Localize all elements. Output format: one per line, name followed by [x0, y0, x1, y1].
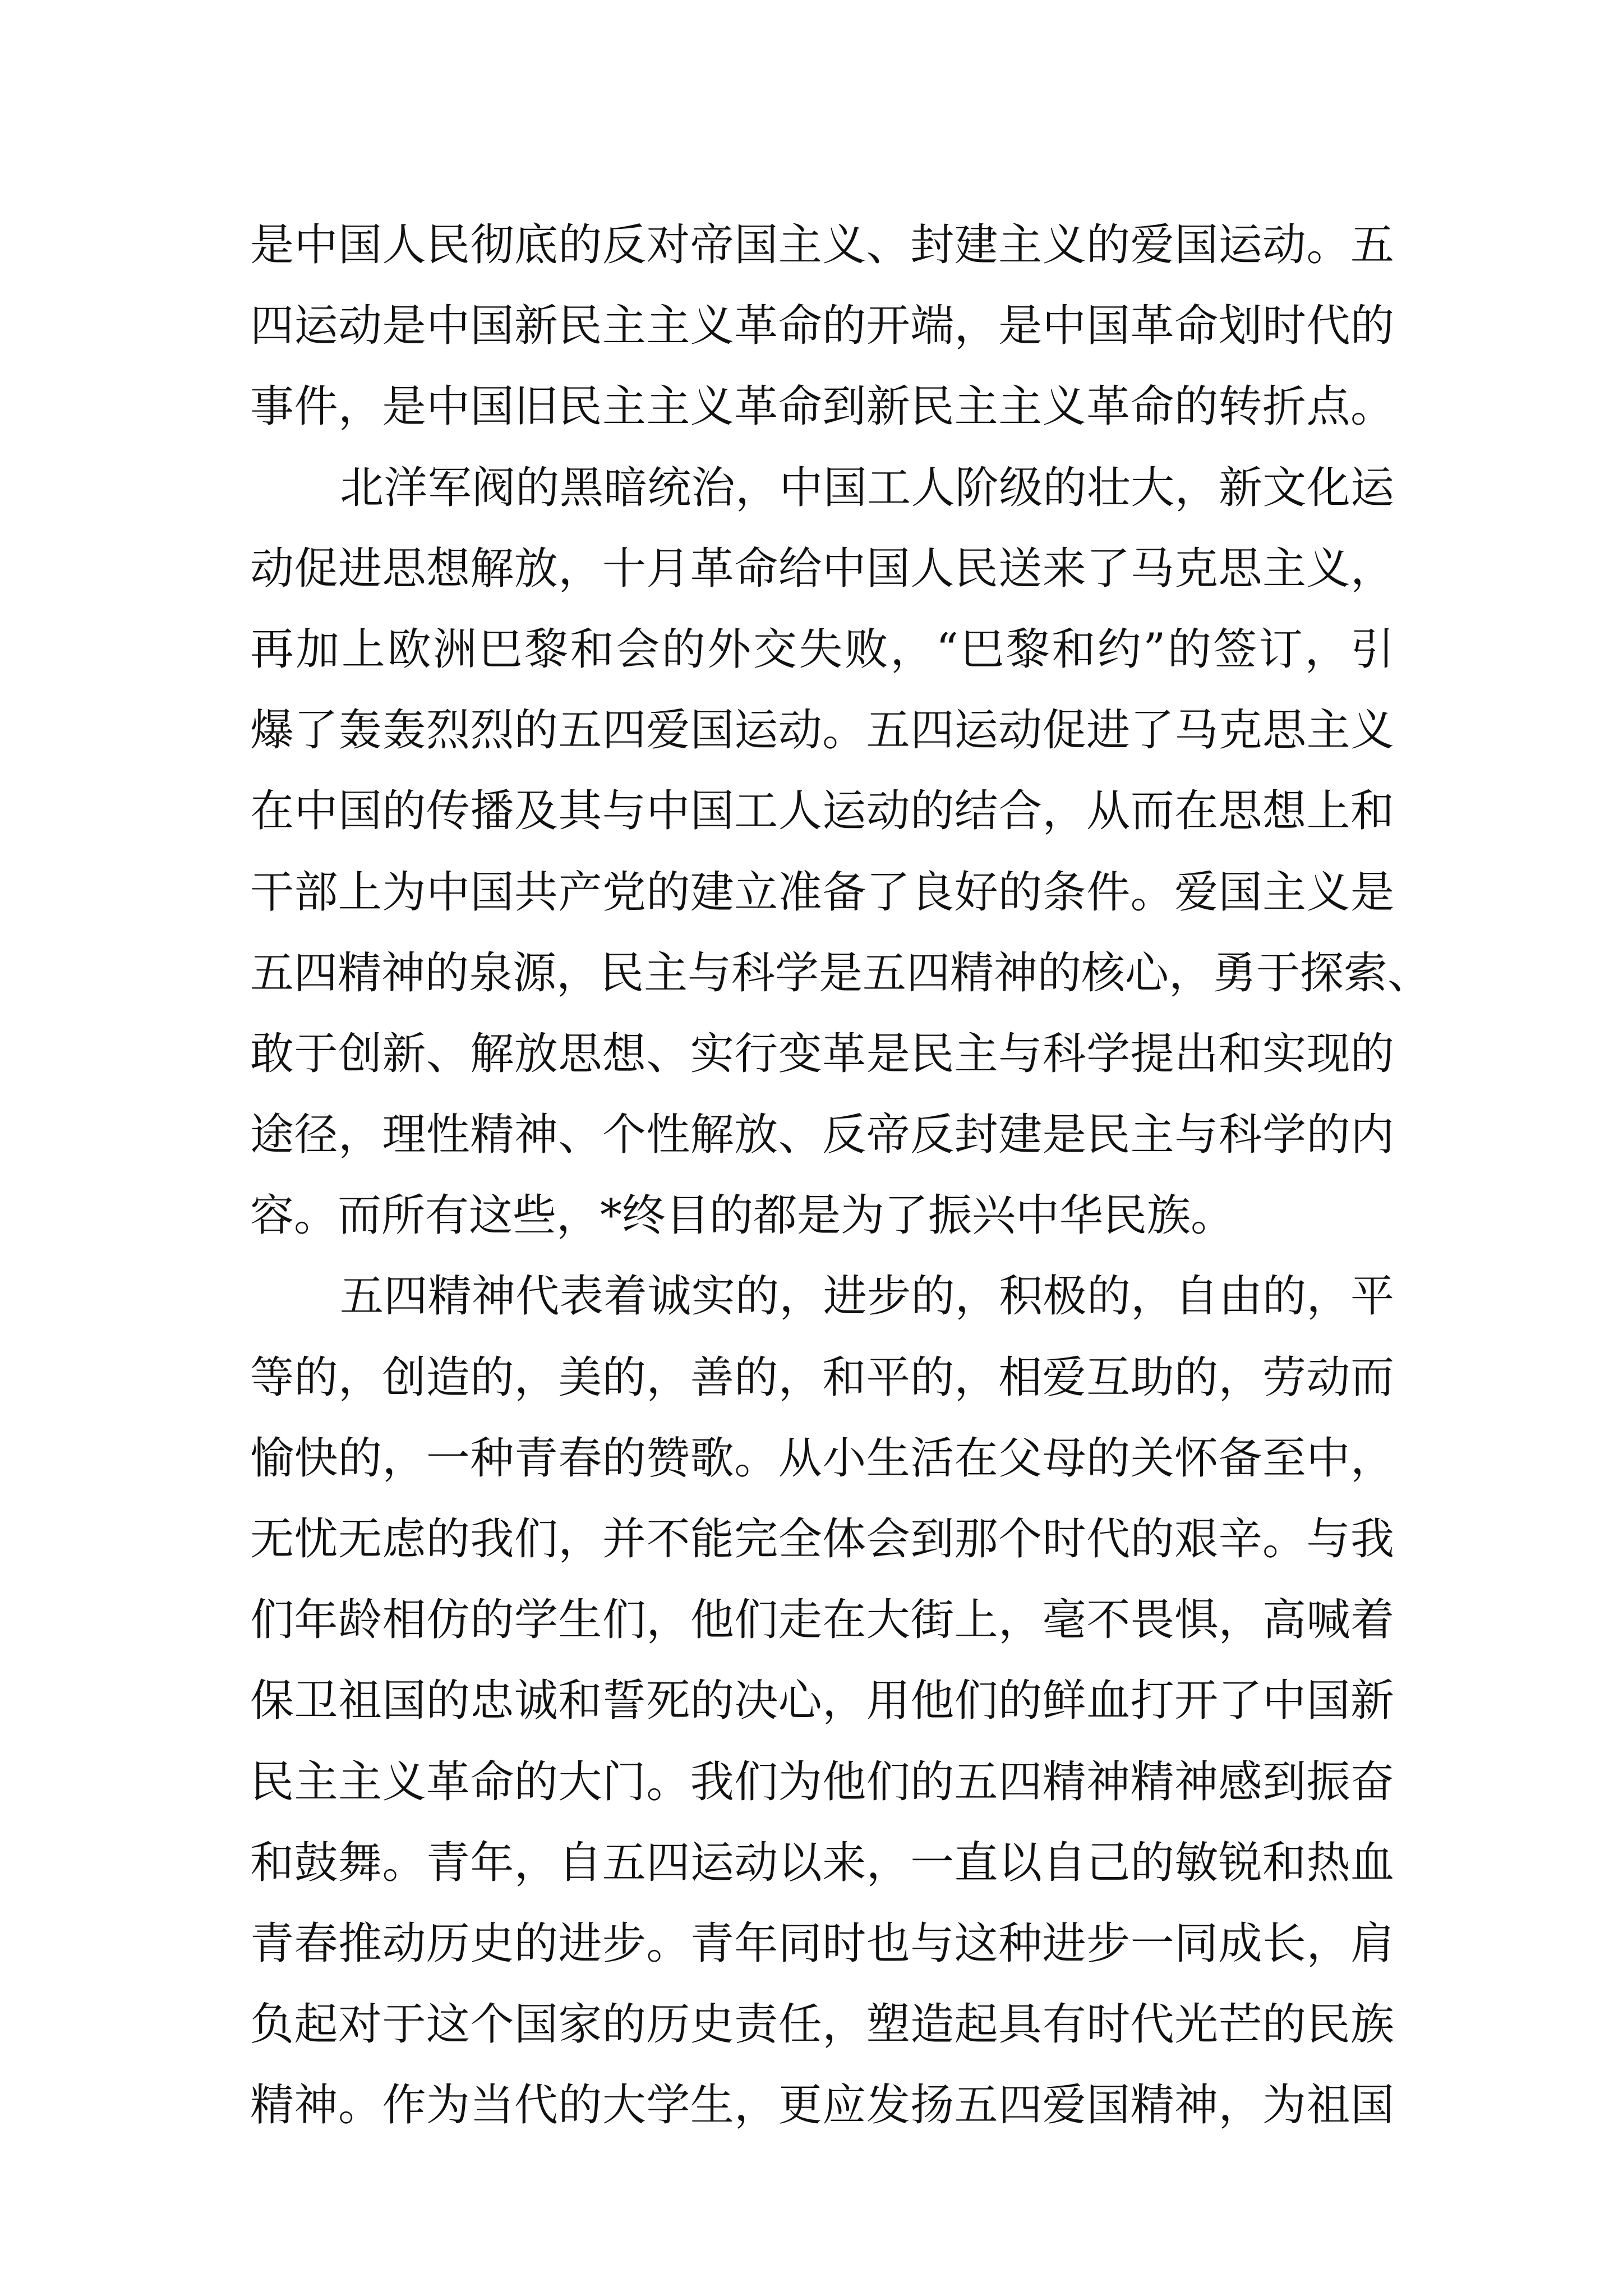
text-line: 和鼓舞。青年，自五四运动以来，一直以自己的敏锐和热血: [250, 1837, 1394, 1888]
text-line: 四运动是中国新民主主义革命的开端，是中国革命划时代的: [250, 301, 1394, 352]
text-line: 五四精神的泉源，民主与科学是五四精神的核心，勇于探索、: [250, 947, 1432, 999]
paragraph-3: [250, 1256, 1394, 2146]
text-line: 途径，理性精神、个性解放、反帝反封建是民主与科学的内: [250, 1110, 1394, 1161]
paragraph-1: [250, 205, 1394, 448]
document-body: [250, 205, 1432, 2146]
text-line: 青春推动历史的进步。青年同时也与这种进步一同成长，肩: [250, 1918, 1394, 1969]
text-line: 再加上欧洲巴黎和会的外交失败，“巴黎和约”的签订，引: [250, 624, 1394, 675]
text-line: 容。而所有这些，*终目的都是为了振兴中华民族。: [250, 1190, 1235, 1241]
text-line: 北洋军阀的黑暗统治，中国工人阶级的壮大，新文化运: [340, 462, 1394, 513]
text-line: 爆了轰轰烈烈的五四爱国运动。五四运动促进了马克思主义: [250, 705, 1394, 756]
text-line: 保卫祖国的忠诚和誓死的决心，用他们的鲜血打开了中国新: [250, 1676, 1394, 1727]
text-line: 事件，是中国旧民主主义革命到新民主主义革命的转折点。: [250, 381, 1394, 432]
text-line: 敢于创新、解放思想、实行变革是民主与科学提出和实现的: [250, 1028, 1394, 1079]
paragraph-2: [250, 448, 1432, 1257]
text-line: 干部上为中国共产党的建立准备了良好的条件。爱国主义是: [250, 867, 1394, 918]
text-line: 们年龄相仿的学生们，他们走在大街上，毫不畏惧，高喊着: [250, 1595, 1394, 1646]
text-line: 等的，创造的，美的，善的，和平的，相爱互助的，劳动而: [250, 1352, 1394, 1403]
text-line: 是中国人民彻底的反对帝国主义、封建主义的爱国运动。五: [250, 220, 1394, 270]
text-line: 在中国的传播及其与中国工人运动的结合，从而在思想上和: [250, 786, 1394, 837]
text-line: 动促进思想解放，十月革命给中国人民送来了马克思主义，: [250, 543, 1394, 594]
text-line: 民主主义革命的大门。我们为他们的五四精神精神感到振奋: [250, 1756, 1394, 1807]
text-line: 愉快的，一种青春的赞歌。从小生活在父母的关怀备至中，: [250, 1433, 1394, 1484]
text-line: 无忧无虑的我们，并不能完全体会到那个时代的艰辛。与我: [250, 1514, 1394, 1565]
text-line: 五四精神代表着诚实的，进步的，积极的，自由的，平: [340, 1271, 1394, 1322]
text-line: 精神。作为当代的大学生，更应发扬五四爱国精神，为祖国: [250, 2080, 1394, 2131]
text-line: 负起对于这个国家的历史责任，塑造起具有时代光芒的民族: [250, 1999, 1394, 2050]
